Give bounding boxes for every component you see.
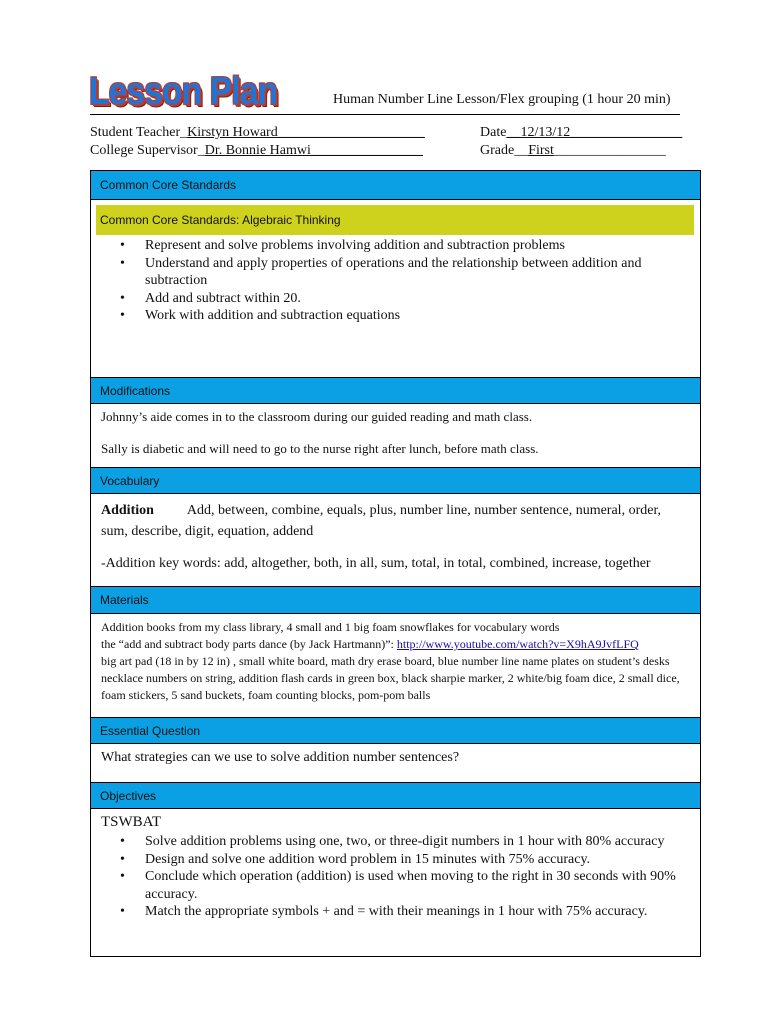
standards-heading: Common Core Standards [100,178,237,192]
vocabulary-header [91,468,700,494]
vocabulary-words [101,500,690,542]
logo-text: Lesson Plan [89,70,278,113]
standards-subheader [96,205,694,235]
vocabulary-term: Addition [101,503,154,518]
student-teacher-line [90,124,425,142]
materials-header [91,587,700,614]
objectives-intro: TSWBAT [101,814,161,830]
list-item: • Work with addition and subtraction equations [115,307,686,325]
essential-question-header [91,718,700,744]
materials-list [101,619,690,704]
standards-section [91,200,700,378]
grade-line [480,142,666,160]
grade-prefix: __ [514,143,529,158]
objectives-section [91,809,700,956]
standards-list [115,237,686,325]
date-label: Date [480,125,507,140]
materials-heading: Materials [100,593,149,607]
list-item: • Represent and solve problems involving addition and subtraction problems [115,237,686,255]
modification-line: Johnny’s aide comes in to the classroom during our guided reading and math class. [101,409,533,424]
list-item: • Add and subtract within 20. [115,290,686,308]
list-item: • Understand and apply properties of operations and the relationship between addition and subtraction [115,255,686,290]
vocabulary-heading: Vocabulary [100,473,160,488]
materials-line-1: Addition books from my class library, 4 small and 1 big foam snowflakes for vocabulary words [101,620,560,634]
objectives-header [91,783,700,809]
standards-subheading: Common Core Standards: Algebraic Thinking [100,213,341,227]
list-item: • Match the appropriate symbols + and = with their meanings in 1 hour with 75% accuracy. [115,903,686,921]
vocabulary-section [91,494,700,587]
materials-section [91,614,700,718]
supervisor-line [90,142,423,160]
video-link[interactable]: http://www.youtube.com/watch?v=X9hA9JvfLFQ [396,637,639,651]
supervisor-value: Dr. Bonnie Hamwi________________ [204,143,423,158]
essential-question-text: What strategies can we use to solve addition number sentences? [101,750,460,765]
materials-line-2: the “add and subtract body parts dance (by Jack Hartmann)”: [101,637,397,651]
lesson-plan-table [90,170,701,957]
student-teacher-value: Kirstyn Howard_____________________ [187,125,425,140]
essential-question-section [91,744,700,783]
lesson-title: Human Number Line Lesson/Flex grouping (1 hour 20 min) [333,92,671,107]
modification-line: Sally is diabetic and will need to go to the nurse right after lunch, before math class. [101,441,539,456]
modifications-header [91,378,700,404]
vocabulary-keywords: -Addition key words: add, altogether, both, in all, sum, total, in total, combined, increase, together [101,556,651,571]
date-line [480,124,682,142]
list-item: • Solve addition problems using one, two, or three-digit numbers in 1 hour with 80% accuracy [115,833,686,851]
objectives-heading: Objectives [100,788,157,803]
list-item: • Conclude which operation (addition) is used when moving to the right in 30 seconds with 90% accuracy. [115,868,686,903]
modifications-heading: Modifications [100,383,171,398]
supervisor-label: College Supervisor_ [90,143,205,158]
list-item: • Design and solve one addition word problem in 15 minutes with 75% accuracy. [115,851,686,869]
standards-header [91,171,700,200]
grade-label: Grade [480,143,515,158]
title-divider [90,114,680,115]
objectives-list [115,833,686,921]
grade-value: First [528,143,554,158]
essential-question-heading: Essential Question [100,723,201,738]
modifications-section [91,404,700,468]
lesson-plan-logo [89,70,308,114]
materials-line-3: big art pad (18 in by 12 in) , small white board, math dry erase board, blue number line name plates on student’s desks necklace numbers on string, addition flash cards in green box, black sharpie marker, 2 white/big foam dice, 2 small dice, foam stickers, 5 sand buckets, foam counting blocks, pom-pom balls [101,654,680,702]
grade-suffix: ________________ [553,143,666,158]
student-teacher-label: Student Teacher_ [90,125,188,140]
vocabulary-word-list: Add, between, combine, equals, plus, number line, number sentence, numeral, order, sum, describe, digit, equation, addend [101,503,662,539]
date-value: __12/13/12________________ [506,125,683,140]
